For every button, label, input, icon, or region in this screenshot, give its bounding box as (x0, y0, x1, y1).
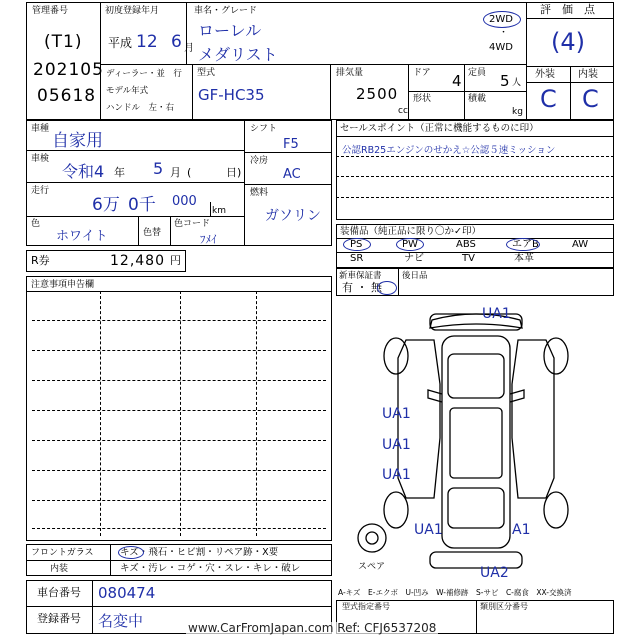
score-value: (4) (551, 28, 585, 56)
doors-value: 4 (452, 72, 463, 90)
color-label: 色 (31, 219, 41, 229)
equip-airbag-circle (506, 238, 540, 251)
car-name-label: 車名・グレード (194, 6, 258, 16)
capacity-value: 5 (500, 72, 511, 90)
diagram-mark-rear-right: A1 (512, 522, 531, 538)
equip-pw: PW (402, 239, 418, 250)
shift-label: シフト (250, 124, 278, 134)
displacement-unit: cc (398, 106, 408, 116)
recycle-unit: 円 (170, 254, 181, 267)
exterior-value: C (540, 85, 557, 113)
displacement-label: 排気量 (336, 68, 364, 78)
color-value: ホワイト (56, 229, 108, 244)
reg-value: 名変中 (98, 612, 144, 630)
diagram-mark-rear: UA2 (480, 565, 509, 581)
first-reg-label: 初度登録年月 (105, 6, 160, 16)
equip-pw-circle (396, 238, 424, 251)
sales-point-text: 公認RB25エンジンのせかえ☆公認５速ミッション (342, 145, 556, 156)
watermark: www.CarFromJapan.com Ref: CFJ6537208 (188, 621, 437, 635)
displacement-value: 2500 (356, 85, 399, 103)
shape-label: 形状 (413, 94, 432, 104)
capacity-label: 定員 (468, 68, 487, 78)
first-reg-era: 平成 (108, 36, 133, 50)
equip-sr: SR (350, 253, 364, 264)
diagram-mark-left3: UA1 (382, 467, 411, 483)
dealer-label: ディーラー・並 行 (106, 69, 182, 79)
doors-label: ドア (413, 68, 431, 78)
color-code-value: ﾌﾒｲ (200, 233, 217, 246)
diagram-mark-left2: UA1 (382, 437, 411, 453)
interior-note-label: 内装 (50, 564, 69, 574)
color-change-label: 色替 (143, 228, 162, 238)
model-year-label: モデル年式 (106, 86, 149, 96)
model-label: 型式 (197, 68, 216, 78)
inspection-year-unit: 年 (114, 166, 125, 179)
diagram-mark-rear-left: UA1 (414, 522, 443, 538)
equip-aw: AW (572, 239, 589, 250)
reg-label: 登録番号 (37, 612, 81, 625)
glass-kizu-circle (118, 546, 144, 559)
interior-value: C (582, 85, 599, 113)
recycle-label: R券 (31, 254, 50, 267)
inspection-paren: ( (187, 166, 192, 179)
equip-leather: 本革 (514, 253, 534, 264)
mileage-value2: 0千 (128, 195, 156, 215)
diagram-mark-left1: UA1 (382, 406, 411, 422)
class-no-label: 類別区分番号 (480, 602, 528, 611)
inspection-era: 令和4 (62, 162, 105, 181)
mileage-label: 走行 (31, 186, 50, 196)
mgmt-line1: (T1) (44, 32, 83, 52)
inspection-day-unit: 日) (226, 166, 242, 179)
spare-label: スペア (358, 562, 386, 572)
recycle-value: 12,480 (110, 253, 165, 269)
damage-legend: A-キズ E-エクボ U-凹み W-補修跡 S-サビ C-腐食 XX-交換済 (338, 588, 572, 597)
capacity-unit: 人 (512, 78, 522, 88)
diagram-mark-front: UA1 (482, 306, 511, 322)
drive-2wd: 2WD (489, 14, 513, 25)
car-name: ローレル (198, 21, 262, 40)
mgmt-line2: 202105 (33, 60, 104, 80)
score-label: 評 価 点 (540, 3, 595, 16)
drive-dot: ・ (499, 28, 509, 38)
mgmt-line3: 05618 (37, 86, 97, 106)
mileage-value1: 6万 (92, 195, 120, 215)
equip-tv: TV (462, 253, 475, 264)
warranty-label: 新車保証書 (339, 271, 382, 281)
sales-point-label: セールスポイント（正常に機能するものに印） (340, 123, 539, 134)
drive-4wd: 4WD (489, 42, 513, 53)
model-value: GF-HC35 (198, 86, 265, 104)
model-no-label: 型式指定番号 (342, 602, 390, 611)
equip-airbag: エアB (512, 239, 539, 250)
fuel-value: ガソリン (265, 208, 321, 224)
inspection-month-unit: 月 (170, 166, 181, 179)
notes-box (26, 276, 332, 541)
fuel-label: 燃料 (250, 188, 269, 198)
equip-navi: ナビ (404, 253, 424, 264)
interior-note-text: キズ・汚レ・コゲ・穴・スレ・キレ・破レ (120, 563, 301, 574)
inspection-label: 車検 (31, 154, 50, 164)
first-reg-month: 6 (171, 32, 182, 52)
warranty-value: 有 ・ 無 (342, 281, 382, 294)
interior-label: 内装 (578, 69, 598, 80)
first-reg-month-unit: 月 (184, 43, 194, 54)
equip-ps-circle (343, 238, 371, 251)
warranty-none-circle (377, 281, 397, 295)
load-unit: kg (512, 107, 523, 117)
load-label: 積載 (468, 94, 487, 104)
sales-point-box (336, 120, 614, 220)
car-diagram (336, 298, 614, 584)
notes-label: 注意事項申告欄 (31, 280, 95, 290)
exterior-label: 外装 (535, 69, 555, 80)
aircon-label: 冷房 (250, 156, 269, 166)
usage-value: 自家用 (52, 131, 103, 151)
car-grade: メダリスト (198, 45, 278, 64)
chassis-label: 車台番号 (37, 586, 81, 599)
mileage-value3: 000 (172, 194, 197, 209)
handle-label: ハンドル 左・右 (106, 103, 175, 113)
front-glass-label: フロントガラス (31, 548, 94, 558)
first-reg-year: 12 (136, 32, 158, 52)
equip-abs: ABS (456, 239, 476, 250)
equipment-label: 装備品（純正品に限り〇か✓印） (340, 226, 481, 237)
chassis-value: 080474 (98, 584, 156, 602)
after-parts-label: 後日品 (402, 271, 428, 281)
usage-label: 車種 (31, 124, 50, 134)
equip-ps: PS (350, 239, 363, 250)
shift-value: F5 (283, 137, 299, 152)
aircon-value: AC (283, 167, 301, 182)
inspection-month: 5 (153, 159, 164, 178)
front-glass-text: キズ・飛石・ヒビ割・リペア跡・X要 (120, 547, 279, 558)
mgmt-label: 管理番号 (32, 6, 69, 16)
color-code-label: 色コード (174, 219, 211, 229)
mileage-unit: km (212, 206, 226, 216)
